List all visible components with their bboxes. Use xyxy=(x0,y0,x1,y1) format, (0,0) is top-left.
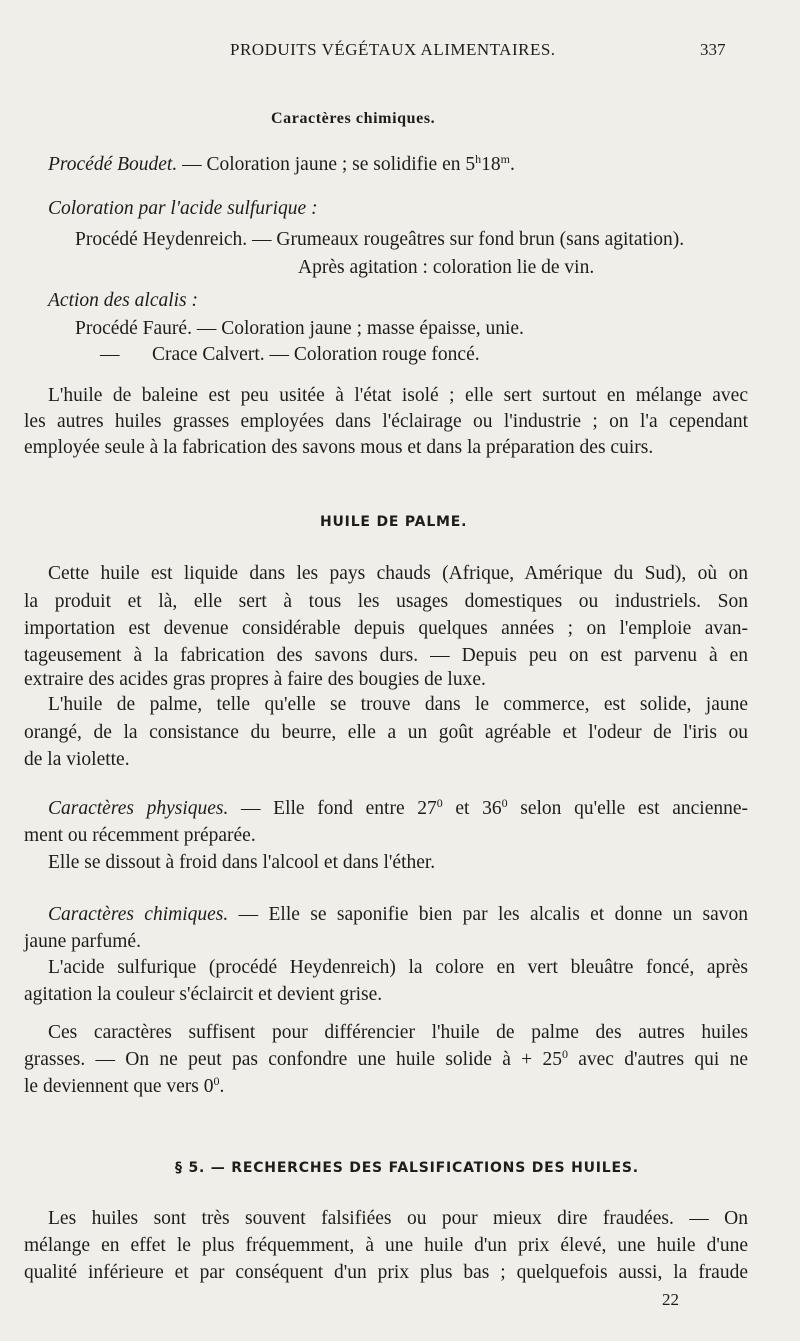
ces-line2-b: avec d'autres qui ne xyxy=(567,1049,748,1070)
caracteres-chimiques-palme-label: Caractères chimiques. xyxy=(48,904,229,925)
crace-calvert-line: Crace Calvert. — Coloration rouge foncé. xyxy=(152,344,480,365)
page-number: 337 xyxy=(700,40,726,59)
palme-para1-line-3: importation est devenue considérable depuis quelques années ; on l'emploie avan- xyxy=(24,618,748,639)
ces-caracteres-line-1: Ces caractères suffisent pour différencier l'huile de palme des autres huiles xyxy=(48,1022,748,1043)
palme-para1-line-2: la produit et là, elle sert à tous les usages domestiques ou industriels. Son xyxy=(24,591,748,612)
crace-dash: — xyxy=(100,344,120,365)
heading-huile-de-palme: HUILE DE PALME. xyxy=(320,514,468,530)
section5-line-1: Les huiles sont très souvent falsifiées ou pour mieux dire fraudées. — On xyxy=(48,1208,748,1229)
procede-boudet-text: — Coloration jaune ; se solidifie en 5 xyxy=(177,154,476,175)
phys-mid: et 36 xyxy=(442,798,502,819)
section5-line-3: qualité inférieure et par conséquent d'un prix plus bas ; quelquefois aussi, la fraude xyxy=(24,1262,748,1283)
ces-caracteres-line-2 xyxy=(24,1049,748,1071)
acide-sulfurique-line-2: agitation la couleur s'éclaircit et devient grise. xyxy=(24,984,383,1005)
heydenreich-line: Procédé Heydenreich. — Grumeaux rougeâtres sur fond brun (sans agitation). xyxy=(75,229,685,250)
ces-degree: 0 xyxy=(561,1047,568,1061)
chim-text: — Elle se saponifie bien par les alcalis et donne un savon xyxy=(228,904,748,925)
faure-line: Procédé Fauré. — Coloration jaune ; masse épaisse, unie. xyxy=(75,318,524,339)
acide-sulfurique-line-1: L'acide sulfurique (procédé Heydenreich) la colore en vert bleuâtre foncé, après xyxy=(48,957,748,978)
phys-text: — Elle fond entre 27 xyxy=(228,798,437,819)
palme-para1-line-1: Cette huile est liquide dans les pays chauds (Afrique, Amérique du Sud), où on xyxy=(48,563,748,584)
ces-line2-a: grasses. — On ne peut pas confondre une huile solide à + 25 xyxy=(24,1049,562,1070)
palme-para1-line-4: tageusement à la fabrication des savons durs. — Depuis peu on est parvenu à en xyxy=(24,645,748,666)
ces-line3-b: . xyxy=(219,1076,225,1097)
heading-section-5: § 5. — RECHERCHES DES FALSIFICATIONS DES HUILES. xyxy=(175,1160,639,1176)
coloration-acide-sulfurique-label: Coloration par l'acide sulfurique : xyxy=(48,198,318,219)
palme-para2-line-1: L'huile de palme, telle qu'elle se trouve dans le commerce, est solide, jaune xyxy=(48,694,748,715)
palme-para1-line-5: extraire des acides gras propres à faire des bougies de luxe. xyxy=(24,669,486,690)
palme-para2-line-2: orangé, de la consistance du beurre, elle a un goût agréable et l'odeur de l'iris ou xyxy=(24,722,748,743)
caracteres-physiques-line-3: Elle se dissout à froid dans l'alcool et dans l'éther. xyxy=(48,852,436,873)
caracteres-physiques-line-2: ment ou récemment préparée. xyxy=(24,825,256,846)
boudet-minutes-unit: m xyxy=(500,152,510,166)
boudet-end: . xyxy=(509,154,515,175)
signature-mark: 22 xyxy=(662,1290,679,1309)
ces-caracteres-line-3 xyxy=(24,1076,224,1098)
phys-end: selon qu'elle est ancienne- xyxy=(507,798,748,819)
running-head: PRODUITS VÉGÉTAUX ALIMENTAIRES. xyxy=(230,40,556,59)
section5-line-2: mélange en effet le plus fréquemment, à une huile d'un prix élevé, une huile d'une xyxy=(24,1235,748,1256)
heading-caracteres-chimiques: Caractères chimiques. xyxy=(271,110,436,127)
palme-para2-line-3: de la violette. xyxy=(24,749,130,770)
phys-degree-2: 0 xyxy=(501,796,508,810)
caracteres-chimiques-palme-line-2: jaune parfumé. xyxy=(24,931,141,952)
caracteres-physiques-line xyxy=(48,798,748,820)
procede-boudet-line xyxy=(48,154,515,176)
boudet-hours-unit: h xyxy=(475,152,482,166)
baleine-line-2: les autres huiles grasses employées dans l'éclairage ou l'industrie ; on l'a cependant xyxy=(24,411,748,432)
action-alcalis-label: Action des alcalis : xyxy=(48,290,199,311)
caracteres-chimiques-palme-line xyxy=(48,904,748,926)
heydenreich-line-2: Après agitation : coloration lie de vin. xyxy=(298,257,595,278)
boudet-minutes: 18 xyxy=(481,154,501,175)
procede-boudet-label: Procédé Boudet. xyxy=(48,154,178,175)
ces-degree-2: 0 xyxy=(213,1074,220,1088)
baleine-line-3: employée seule à la fabrication des savons mous et dans la préparation des cuirs. xyxy=(24,437,654,458)
caracteres-physiques-label: Caractères physiques. xyxy=(48,798,229,819)
baleine-line-1: L'huile de baleine est peu usitée à l'état isolé ; elle sert surtout en mélange avec xyxy=(48,385,748,406)
ces-line3-a: le deviennent que vers 0 xyxy=(24,1076,214,1097)
phys-degree-1: 0 xyxy=(436,796,443,810)
